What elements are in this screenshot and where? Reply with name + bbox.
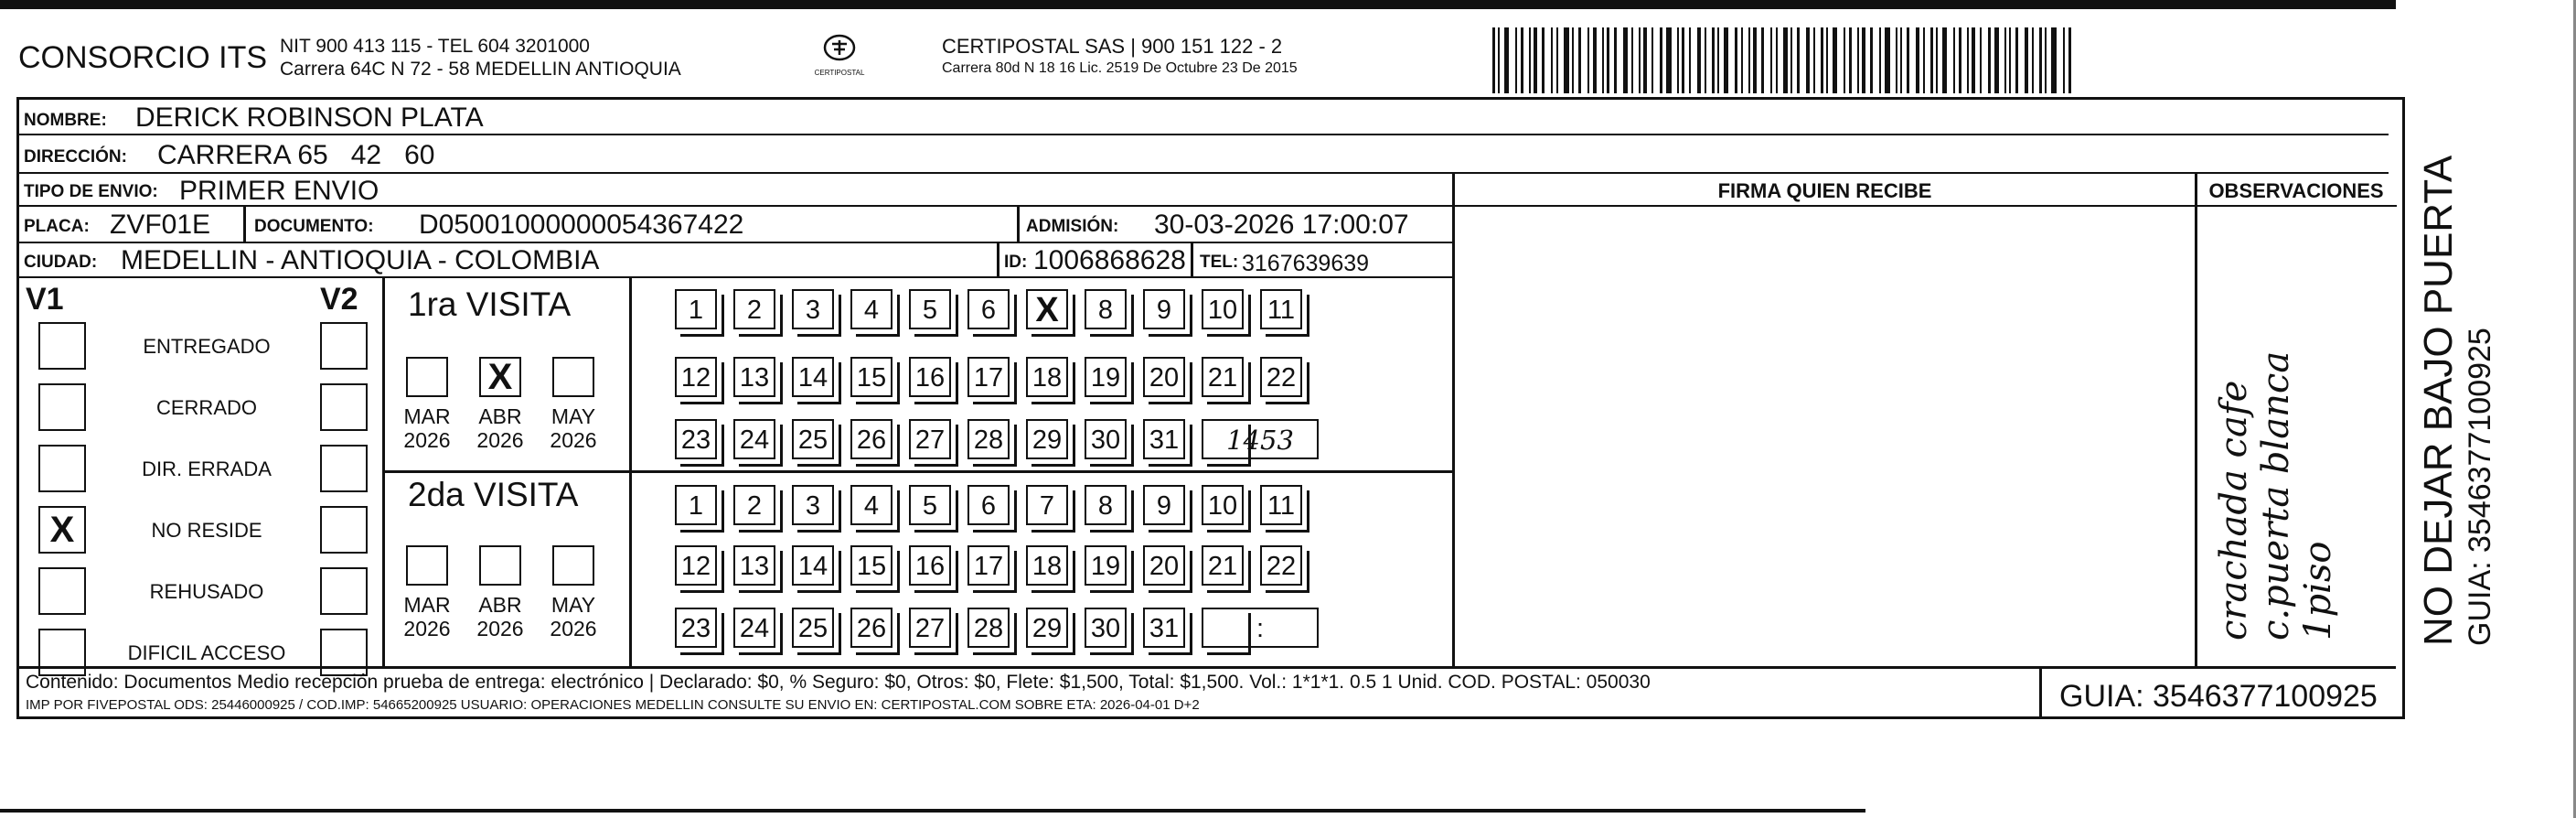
visit1-day-box[interactable]: 24 — [733, 419, 775, 459]
visit2-day-box[interactable]: 27 — [909, 608, 951, 648]
barcode-bar — [1542, 27, 1545, 93]
status-label: DIR. ERRADA — [142, 457, 272, 480]
tel-label: TEL: — [1200, 253, 1239, 272]
row-placa — [18, 207, 1452, 243]
visit1-day-box[interactable]: 16 — [909, 357, 951, 397]
visit1-day-box[interactable]: 29 — [1026, 419, 1068, 459]
barcode-bar — [1821, 27, 1823, 93]
footer-content: Contenido: Documentos Medio recepción prueba de entrega: electrónico | Declarado: $0, % Seguro: $0, Otros: $0, Flete: $1,500, Total: $1,500. Vol.: 1*1*1. 0.5 1 Unid. COD. POSTAL: 050030 — [26, 672, 1651, 693]
barcode-bar — [1492, 27, 1495, 93]
visit1-day-box[interactable]: X — [1026, 289, 1068, 329]
barcode-bar — [2025, 27, 2028, 93]
visit1-day-box[interactable]: 13 — [733, 357, 775, 397]
direccion-value: CARRERA 65 42 60 — [157, 140, 435, 170]
firma-label: FIRMA QUIEN RECIBE — [1717, 179, 1932, 202]
row-nombre — [18, 99, 2389, 135]
barcode-bar — [1607, 27, 1609, 93]
observaciones-label: OBSERVACIONES — [2208, 179, 2384, 202]
carrier-info-line1: CERTIPOSTAL SAS | 900 151 122 - 2 — [942, 35, 1283, 58]
barcode-bar — [1770, 27, 1772, 93]
visit1-month-label — [400, 404, 454, 452]
barcode-bar — [1967, 27, 1969, 93]
barcode-bar — [1697, 27, 1701, 93]
visit2-day-box[interactable]: 30 — [1085, 608, 1127, 648]
month-year: 2026 — [403, 428, 451, 452]
barcode-bar — [1907, 27, 1909, 93]
barcode-bar — [2009, 27, 2011, 93]
visit1-day-box[interactable]: 5 — [909, 289, 951, 329]
barcode-bar — [1806, 27, 1810, 93]
barcode-bar — [1666, 27, 1672, 93]
visit1-day-box[interactable]: 9 — [1143, 289, 1185, 329]
v2-label: V2 — [320, 282, 358, 317]
visit2-day-box[interactable]: 20 — [1143, 545, 1185, 586]
month-name: MAY — [550, 593, 596, 617]
barcode-bar — [2051, 27, 2057, 93]
v1-label: V1 — [26, 282, 64, 317]
divider — [1191, 243, 1193, 276]
side-panel — [2416, 79, 2498, 646]
visit2-month-label — [400, 593, 454, 640]
id-value: 1006868628 — [1033, 245, 1186, 275]
visit2-day-box[interactable]: 19 — [1085, 545, 1127, 586]
visit1-day-box[interactable]: 6 — [967, 289, 1010, 329]
visit2-day-box[interactable]: 17 — [967, 545, 1010, 586]
visit2-month-label — [473, 593, 528, 640]
admision-value: 30-03-2026 17:00:07 — [1154, 210, 1409, 240]
tipo-label: TIPO DE ENVIO: — [24, 182, 158, 201]
visit2-day-box[interactable]: 15 — [850, 545, 893, 586]
barcode-bar — [1741, 27, 1743, 93]
visit1-day-box[interactable]: 3 — [792, 289, 834, 329]
month-name: MAY — [550, 404, 596, 428]
month-name: ABR — [478, 593, 522, 617]
company-info-line2: Carrera 64C N 72 - 58 MEDELLIN ANTIOQUIA — [280, 59, 681, 80]
barcode-bar — [2004, 27, 2006, 93]
logo-text: CERTIPOSTAL — [814, 69, 865, 77]
visit1-day-box[interactable]: 21 — [1202, 357, 1244, 397]
barcode-bar — [1885, 27, 1890, 93]
barcode-bar — [1826, 27, 1828, 93]
visit1-day-box[interactable]: 19 — [1085, 357, 1127, 397]
visit2-day-box[interactable]: 31 — [1143, 608, 1185, 648]
divider — [997, 243, 999, 276]
visit2-day-box[interactable]: 5 — [909, 485, 951, 525]
barcode-bar — [1776, 27, 1778, 93]
barcode-bar — [1753, 27, 1757, 93]
visit2-day-box[interactable]: 28 — [967, 608, 1010, 648]
month-name: MAR — [403, 593, 451, 617]
observaciones-handwritten — [2213, 220, 2350, 640]
barcode-bar — [1813, 27, 1815, 93]
logo-icon — [821, 33, 858, 66]
visit1-day-box[interactable]: 12 — [675, 357, 717, 397]
status-label: ENTREGADO — [143, 335, 271, 358]
barcode-bar — [1870, 27, 1873, 93]
visit1-day-box[interactable]: 31 — [1143, 419, 1185, 459]
visit2-day-box[interactable]: 11 — [1260, 485, 1302, 525]
visit1-month-checkbox[interactable] — [552, 357, 594, 397]
visit1-day-box[interactable]: 25 — [792, 419, 834, 459]
barcode-bar — [1521, 27, 1523, 93]
barcode-bar — [1735, 27, 1737, 93]
barcode-bar — [2068, 27, 2071, 93]
divider-observaciones — [2195, 174, 2197, 666]
placa-label: PLACA: — [24, 217, 90, 236]
visit1-day-box[interactable]: 4 — [850, 289, 893, 329]
visit2-time-box[interactable]: : — [1202, 608, 1319, 648]
visit1-day-box[interactable]: 28 — [967, 419, 1010, 459]
documento-value: D05001000000054367422 — [419, 210, 744, 240]
visit1-time-box[interactable]: 1453 — [1202, 419, 1319, 459]
visit1-month-checkbox[interactable]: X — [479, 357, 521, 397]
visit2-day-box[interactable]: 24 — [733, 608, 775, 648]
visit2-month-checkbox[interactable] — [406, 545, 448, 586]
barcode-bar — [1783, 27, 1788, 93]
visit2-month-checkbox[interactable] — [479, 545, 521, 586]
barcode-bar — [2032, 27, 2034, 93]
barcode-bar — [1994, 27, 1999, 93]
barcode-bar — [1631, 27, 1633, 93]
barcode-bar — [1564, 27, 1569, 93]
barcode-bar — [1602, 27, 1604, 93]
visit2-month-checkbox[interactable] — [552, 545, 594, 586]
ciudad-label: CIUDAD: — [24, 253, 98, 272]
v2-checkbox[interactable] — [320, 383, 368, 431]
ciudad-value: MEDELLIN - ANTIOQUIA - COLOMBIA — [121, 245, 600, 275]
company-info-line1: NIT 900 413 115 - TEL 604 3201000 — [280, 36, 590, 57]
barcode-bar — [1593, 27, 1597, 93]
visit2-day-box[interactable]: 3 — [792, 485, 834, 525]
company-name: CONSORCIO ITS — [18, 40, 268, 75]
visit2-day-box[interactable]: 10 — [1202, 485, 1244, 525]
barcode-bar — [1972, 27, 1975, 93]
barcode-bar — [1614, 27, 1617, 93]
divider — [243, 207, 246, 242]
observacion-line3: 1piso — [2297, 541, 2339, 640]
top-rule — [0, 0, 2396, 9]
barcode-bar — [1556, 27, 1558, 93]
barcode-bar — [1551, 27, 1553, 93]
v2-checkbox[interactable] — [320, 629, 368, 676]
v1-checkbox[interactable] — [38, 322, 86, 370]
barcode-bar — [1712, 27, 1715, 93]
visit2-month-label — [546, 593, 601, 640]
status-label: CERRADO — [155, 396, 257, 419]
barcode-bar — [1677, 27, 1679, 93]
barcode-bar — [1761, 27, 1764, 93]
visit1-day-box[interactable]: 26 — [850, 419, 893, 459]
visit2-day-box[interactable]: 4 — [850, 485, 893, 525]
visit1-month-label — [546, 404, 601, 452]
visit1-month-checkbox[interactable] — [406, 357, 448, 397]
visit2-day-box[interactable]: 14 — [792, 545, 834, 586]
barcode-bar — [1936, 27, 1938, 93]
side-guia: GUIA: 3546377100925 — [2463, 328, 2497, 646]
v2-checkbox[interactable] — [320, 445, 368, 492]
visit2-day-box[interactable]: 7 — [1026, 485, 1068, 525]
month-year: 2026 — [476, 617, 524, 640]
tipo-value: PRIMER ENVIO — [179, 176, 379, 206]
visit2-day-box[interactable]: 8 — [1085, 485, 1127, 525]
v1-checkbox[interactable] — [38, 629, 86, 676]
visit2-day-box[interactable]: 18 — [1026, 545, 1068, 586]
visit1-day-box[interactable]: 8 — [1085, 289, 1127, 329]
footer-guia-divider — [2039, 669, 2042, 717]
visit2-title: 2da VISITA — [408, 476, 579, 513]
barcode-bar — [2039, 27, 2042, 93]
visit1-day-box[interactable]: 15 — [850, 357, 893, 397]
footer-guia: GUIA: 3546377100925 — [2059, 679, 2378, 714]
barcode-bar — [2045, 27, 2047, 93]
barcode-bar — [1515, 27, 1517, 93]
barcode-bar — [1724, 27, 1728, 93]
barcode-bar — [1930, 27, 1933, 93]
visit1-day-box[interactable]: 30 — [1085, 419, 1127, 459]
barcode-bar — [1623, 27, 1628, 93]
visit1-day-box[interactable]: 18 — [1026, 357, 1068, 397]
v1-checkbox[interactable] — [38, 567, 86, 615]
visit2-day-box[interactable]: 23 — [675, 608, 717, 648]
visit2-day-box[interactable]: 1 — [675, 485, 717, 525]
barcode-bar — [1643, 27, 1647, 93]
visit1-day-box[interactable]: 10 — [1202, 289, 1244, 329]
visit1-month-label — [473, 404, 528, 452]
barcode-bar — [1953, 27, 1955, 93]
barcode-bar — [1916, 27, 1919, 93]
company-info — [280, 35, 681, 81]
carrier-info — [942, 35, 1298, 77]
admision-label: ADMISIÓN: — [1026, 217, 1119, 236]
divider-firma-header — [1455, 205, 2397, 207]
visit1-day-box[interactable]: 11 — [1260, 289, 1302, 329]
visit1-day-box[interactable]: 1 — [675, 289, 717, 329]
barcode-bar — [1959, 27, 1961, 93]
barcode-bar — [1504, 27, 1509, 93]
nombre-label: NOMBRE: — [24, 111, 107, 130]
status-label: REHUSADO — [149, 580, 264, 603]
barcode-bar — [2015, 27, 2018, 93]
bottom-rule — [0, 809, 1865, 813]
barcode-bar — [1849, 27, 1852, 93]
barcode-bar — [1639, 27, 1641, 93]
visit1-title: 1ra VISITA — [408, 285, 572, 323]
barcode-bar — [1942, 27, 1947, 93]
visit2-day-box[interactable]: 25 — [792, 608, 834, 648]
barcode-bar — [1682, 27, 1684, 93]
barcode-bar — [1862, 27, 1865, 93]
row-ciudad — [18, 243, 1452, 278]
barcode-bar — [1833, 27, 1837, 93]
row-direccion — [18, 135, 2389, 174]
visit2-day-box[interactable]: 29 — [1026, 608, 1068, 648]
visit2-day-box[interactable]: 6 — [967, 485, 1010, 525]
barcode-bar — [2063, 27, 2065, 93]
barcode-bar — [1980, 27, 1982, 93]
barcode-bar — [1534, 27, 1537, 93]
documento-label: DOCUMENTO: — [254, 217, 374, 236]
visit2-day-box[interactable]: 16 — [909, 545, 951, 586]
id-label: ID: — [1004, 253, 1028, 272]
visit1-day-box[interactable]: 27 — [909, 419, 951, 459]
barcode-bar — [1689, 27, 1691, 93]
barcode-bar — [1748, 27, 1750, 93]
visit1-day-box[interactable]: 23 — [675, 419, 717, 459]
barcode-bar — [1498, 27, 1500, 93]
tel-value: 3167639639 — [1242, 251, 1370, 276]
barcode — [1492, 27, 2224, 93]
v2-checkbox[interactable] — [320, 506, 368, 554]
observacion-line1: crachada cafe — [2213, 380, 2255, 640]
v2-checkbox[interactable] — [320, 567, 368, 615]
visit1-day-box[interactable]: 14 — [792, 357, 834, 397]
v1-checkbox[interactable] — [38, 383, 86, 431]
nombre-value: DERICK ROBINSON PLATA — [135, 102, 484, 133]
visit2-day-box[interactable]: 21 — [1202, 545, 1244, 586]
barcode-bar — [1988, 27, 1991, 93]
visit2-day-box[interactable]: 13 — [733, 545, 775, 586]
status-label: NO RESIDE — [151, 519, 262, 542]
month-year: 2026 — [476, 428, 524, 452]
divider-firma — [1452, 174, 1455, 666]
barcode-bar — [1857, 27, 1859, 93]
direccion-label: DIRECCIÓN: — [24, 147, 127, 167]
visit1-day-box[interactable]: 2 — [733, 289, 775, 329]
barcode-bar — [1900, 27, 1902, 93]
barcode-bar — [1790, 27, 1792, 93]
barcode-bar — [1844, 27, 1845, 93]
visit2-day-box[interactable]: 26 — [850, 608, 893, 648]
divider-visit-rows — [385, 470, 1452, 473]
placa-value: ZVF01E — [110, 210, 211, 240]
barcode-bar — [1529, 27, 1531, 93]
footer-meta: IMP POR FIVEPOSTAL ODS: 25446000925 / COD.IMP: 54665200925 USUARIO: OPERACIONES MEDELLIN CONSULTE SU ENVIO EN: CERTIPOSTAL.COM SOBRE ETA: 2026-04-01 D+2 — [26, 697, 1200, 713]
barcode-bar — [1717, 27, 1719, 93]
certipostal-logo — [812, 33, 867, 77]
status-label: DIFICIL ACCESO — [127, 641, 286, 664]
visit2-day-box[interactable]: 22 — [1260, 545, 1302, 586]
v2-checkbox[interactable] — [320, 322, 368, 370]
barcode-bar — [1896, 27, 1897, 93]
v1-checkbox[interactable]: X — [38, 506, 86, 554]
side-warning: NO DEJAR BAJO PUERTA — [2416, 155, 2461, 646]
month-year: 2026 — [550, 428, 597, 452]
visit1-day-box[interactable]: 20 — [1143, 357, 1185, 397]
barcode-bar — [1923, 27, 1925, 93]
carrier-info-line2: Carrera 80d N 18 16 Lic. 2519 De Octubre 23 De 2015 — [942, 60, 1298, 76]
month-year: 2026 — [550, 617, 597, 640]
barcode-bar — [1587, 27, 1589, 93]
barcode-bar — [1572, 27, 1574, 93]
month-year: 2026 — [403, 617, 451, 640]
visit2-day-box[interactable]: 12 — [675, 545, 717, 586]
barcode-bar — [1651, 27, 1653, 93]
barcode-bar — [1578, 27, 1581, 93]
visit2-day-box[interactable]: 9 — [1143, 485, 1185, 525]
barcode-bar — [1705, 27, 1706, 93]
v1-checkbox[interactable] — [38, 445, 86, 492]
month-name: ABR — [478, 404, 522, 428]
barcode-bar — [1879, 27, 1881, 93]
visit2-day-box[interactable]: 2 — [733, 485, 775, 525]
visit1-day-box[interactable]: 17 — [967, 357, 1010, 397]
barcode-bar — [1660, 27, 1662, 93]
divider — [1017, 207, 1020, 242]
observacion-line2: c.puerta blanca — [2255, 350, 2297, 640]
month-name: MAR — [403, 404, 451, 428]
visit1-day-box[interactable]: 22 — [1260, 357, 1302, 397]
barcode-bar — [1797, 27, 1800, 93]
